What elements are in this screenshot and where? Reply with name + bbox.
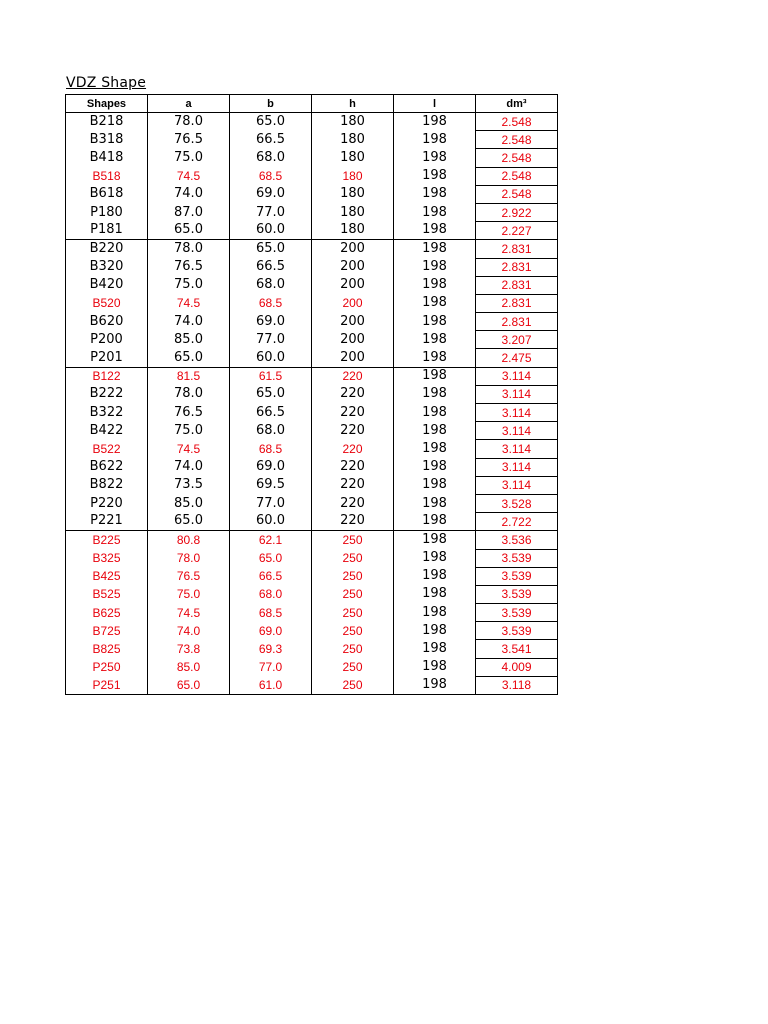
cell-b: 66.5 <box>230 131 312 149</box>
cell-h: 200 <box>312 313 394 331</box>
cell-b: 60.0 <box>230 349 312 367</box>
table-row <box>66 313 558 331</box>
table-row <box>66 440 558 458</box>
cell-h: 250 <box>312 622 394 640</box>
cell-a: 74.0 <box>148 458 230 476</box>
table-row <box>66 585 558 603</box>
cell-shape: B725 <box>66 622 148 640</box>
cell-a: 65.0 <box>148 676 230 694</box>
cell-shape: B422 <box>66 422 148 440</box>
cell-a: 74.0 <box>148 622 230 640</box>
cell-b: 77.0 <box>230 203 312 221</box>
header-row <box>66 95 558 113</box>
vdz-shape-table <box>65 94 558 695</box>
cell-a: 73.8 <box>148 640 230 658</box>
cell-h: 180 <box>312 149 394 167</box>
cell-b: 68.0 <box>230 585 312 603</box>
cell-dm3: 3.536 <box>476 531 558 549</box>
cell-a: 74.5 <box>148 440 230 458</box>
cell-a: 75.0 <box>148 149 230 167</box>
cell-shape: B620 <box>66 313 148 331</box>
cell-dm3: 3.539 <box>476 604 558 622</box>
cell-a: 73.5 <box>148 476 230 494</box>
cell-h: 220 <box>312 458 394 476</box>
cell-l: 198 <box>394 367 476 385</box>
cell-b: 66.5 <box>230 258 312 276</box>
cell-b: 68.0 <box>230 422 312 440</box>
cell-dm3: 3.539 <box>476 549 558 567</box>
cell-h: 220 <box>312 422 394 440</box>
cell-shape: B522 <box>66 440 148 458</box>
table-row <box>66 349 558 367</box>
cell-dm3: 3.114 <box>476 476 558 494</box>
cell-dm3: 2.548 <box>476 185 558 203</box>
cell-shape: P201 <box>66 349 148 367</box>
cell-a: 76.5 <box>148 258 230 276</box>
table-row <box>66 658 558 676</box>
cell-dm3: 3.541 <box>476 640 558 658</box>
table-row <box>66 404 558 422</box>
cell-h: 200 <box>312 349 394 367</box>
cell-b: 60.0 <box>230 222 312 240</box>
cell-shape: B425 <box>66 567 148 585</box>
cell-l: 198 <box>394 440 476 458</box>
cell-dm3: 4.009 <box>476 658 558 676</box>
cell-l: 198 <box>394 531 476 549</box>
cell-a: 76.5 <box>148 404 230 422</box>
cell-dm3: 2.722 <box>476 513 558 531</box>
sheet-title: VDZ Shape <box>66 75 147 91</box>
table-row <box>66 331 558 349</box>
cell-dm3: 2.548 <box>476 167 558 185</box>
table-row <box>66 622 558 640</box>
cell-l: 198 <box>394 331 476 349</box>
cell-l: 198 <box>394 404 476 422</box>
table-row <box>66 494 558 512</box>
table-body <box>66 113 558 695</box>
cell-dm3: 3.539 <box>476 622 558 640</box>
cell-dm3: 3.539 <box>476 585 558 603</box>
cell-dm3: 3.118 <box>476 676 558 694</box>
cell-a: 78.0 <box>148 549 230 567</box>
cell-b: 69.3 <box>230 640 312 658</box>
cell-shape: B625 <box>66 604 148 622</box>
cell-b: 62.1 <box>230 531 312 549</box>
cell-h: 180 <box>312 203 394 221</box>
cell-dm3: 3.114 <box>476 458 558 476</box>
cell-l: 198 <box>394 203 476 221</box>
cell-b: 68.0 <box>230 149 312 167</box>
table-row <box>66 513 558 531</box>
cell-l: 198 <box>394 458 476 476</box>
table-row <box>66 676 558 694</box>
cell-shape: B418 <box>66 149 148 167</box>
cell-l: 198 <box>394 476 476 494</box>
cell-l: 198 <box>394 349 476 367</box>
cell-a: 78.0 <box>148 240 230 258</box>
cell-h: 250 <box>312 676 394 694</box>
table-row <box>66 640 558 658</box>
cell-b: 69.0 <box>230 622 312 640</box>
cell-dm3: 2.831 <box>476 276 558 294</box>
header-b: b <box>230 95 312 113</box>
table-row <box>66 458 558 476</box>
cell-a: 75.0 <box>148 422 230 440</box>
cell-b: 68.5 <box>230 294 312 312</box>
cell-l: 198 <box>394 240 476 258</box>
cell-b: 65.0 <box>230 240 312 258</box>
cell-b: 69.5 <box>230 476 312 494</box>
table-row <box>66 149 558 167</box>
cell-b: 66.5 <box>230 404 312 422</box>
cell-h: 180 <box>312 113 394 131</box>
cell-l: 198 <box>394 149 476 167</box>
table-row <box>66 222 558 240</box>
table-row <box>66 258 558 276</box>
cell-b: 65.0 <box>230 113 312 131</box>
cell-a: 76.5 <box>148 567 230 585</box>
cell-h: 220 <box>312 494 394 512</box>
cell-h: 200 <box>312 294 394 312</box>
cell-shape: P180 <box>66 203 148 221</box>
cell-dm3: 2.548 <box>476 131 558 149</box>
cell-a: 74.5 <box>148 604 230 622</box>
table-row <box>66 203 558 221</box>
cell-dm3: 3.539 <box>476 567 558 585</box>
cell-l: 198 <box>394 676 476 694</box>
cell-h: 250 <box>312 531 394 549</box>
cell-shape: B420 <box>66 276 148 294</box>
cell-l: 198 <box>394 494 476 512</box>
cell-dm3: 2.227 <box>476 222 558 240</box>
cell-l: 198 <box>394 640 476 658</box>
cell-b: 61.0 <box>230 676 312 694</box>
cell-l: 198 <box>394 513 476 531</box>
cell-b: 65.0 <box>230 385 312 403</box>
cell-shape: B518 <box>66 167 148 185</box>
cell-l: 198 <box>394 222 476 240</box>
cell-h: 250 <box>312 604 394 622</box>
cell-b: 66.5 <box>230 567 312 585</box>
cell-h: 250 <box>312 585 394 603</box>
cell-dm3: 2.475 <box>476 349 558 367</box>
cell-b: 69.0 <box>230 458 312 476</box>
table-row <box>66 567 558 585</box>
cell-l: 198 <box>394 549 476 567</box>
cell-dm3: 3.207 <box>476 331 558 349</box>
cell-a: 78.0 <box>148 385 230 403</box>
cell-h: 200 <box>312 258 394 276</box>
cell-h: 220 <box>312 385 394 403</box>
cell-dm3: 2.548 <box>476 113 558 131</box>
cell-b: 65.0 <box>230 549 312 567</box>
cell-h: 250 <box>312 549 394 567</box>
cell-dm3: 3.114 <box>476 404 558 422</box>
cell-l: 198 <box>394 258 476 276</box>
cell-dm3: 3.528 <box>476 494 558 512</box>
table-row <box>66 167 558 185</box>
cell-a: 75.0 <box>148 585 230 603</box>
cell-shape: P221 <box>66 513 148 531</box>
cell-b: 68.5 <box>230 604 312 622</box>
cell-a: 65.0 <box>148 222 230 240</box>
table-row <box>66 113 558 131</box>
cell-l: 198 <box>394 113 476 131</box>
cell-a: 85.0 <box>148 331 230 349</box>
cell-l: 198 <box>394 622 476 640</box>
cell-h: 200 <box>312 240 394 258</box>
cell-shape: B520 <box>66 294 148 312</box>
cell-dm3: 2.922 <box>476 203 558 221</box>
cell-b: 68.5 <box>230 167 312 185</box>
cell-a: 81.5 <box>148 367 230 385</box>
cell-shape: B225 <box>66 531 148 549</box>
cell-a: 76.5 <box>148 131 230 149</box>
table-row <box>66 131 558 149</box>
cell-b: 68.0 <box>230 276 312 294</box>
cell-h: 220 <box>312 404 394 422</box>
cell-l: 198 <box>394 131 476 149</box>
table-row <box>66 240 558 258</box>
cell-l: 198 <box>394 167 476 185</box>
cell-shape: B122 <box>66 367 148 385</box>
table-row <box>66 367 558 385</box>
cell-l: 198 <box>394 313 476 331</box>
cell-b: 69.0 <box>230 313 312 331</box>
cell-dm3: 2.548 <box>476 149 558 167</box>
cell-shape: B525 <box>66 585 148 603</box>
cell-h: 180 <box>312 185 394 203</box>
cell-b: 77.0 <box>230 494 312 512</box>
table-row <box>66 604 558 622</box>
cell-dm3: 3.114 <box>476 385 558 403</box>
cell-b: 77.0 <box>230 658 312 676</box>
cell-dm3: 2.831 <box>476 313 558 331</box>
cell-a: 74.0 <box>148 313 230 331</box>
cell-a: 74.0 <box>148 185 230 203</box>
cell-a: 78.0 <box>148 113 230 131</box>
cell-h: 220 <box>312 367 394 385</box>
cell-shape: P200 <box>66 331 148 349</box>
cell-l: 198 <box>394 567 476 585</box>
table-row <box>66 531 558 549</box>
cell-h: 180 <box>312 167 394 185</box>
table-row <box>66 549 558 567</box>
cell-h: 200 <box>312 276 394 294</box>
cell-b: 69.0 <box>230 185 312 203</box>
cell-l: 198 <box>394 276 476 294</box>
cell-shape: B325 <box>66 549 148 567</box>
cell-a: 74.5 <box>148 167 230 185</box>
cell-shape: B222 <box>66 385 148 403</box>
table-row <box>66 385 558 403</box>
cell-dm3: 3.114 <box>476 367 558 385</box>
cell-l: 198 <box>394 422 476 440</box>
cell-shape: P250 <box>66 658 148 676</box>
cell-shape: B218 <box>66 113 148 131</box>
cell-dm3: 2.831 <box>476 240 558 258</box>
cell-a: 65.0 <box>148 349 230 367</box>
header-dm3: dm³ <box>476 95 558 113</box>
cell-dm3: 3.114 <box>476 440 558 458</box>
cell-l: 198 <box>394 385 476 403</box>
cell-shape: P220 <box>66 494 148 512</box>
cell-dm3: 2.831 <box>476 294 558 312</box>
cell-shape: P181 <box>66 222 148 240</box>
cell-a: 80.8 <box>148 531 230 549</box>
table-row <box>66 185 558 203</box>
cell-h: 250 <box>312 567 394 585</box>
cell-h: 200 <box>312 331 394 349</box>
cell-shape: B825 <box>66 640 148 658</box>
cell-h: 180 <box>312 222 394 240</box>
cell-shape: B822 <box>66 476 148 494</box>
cell-a: 74.5 <box>148 294 230 312</box>
table-row <box>66 476 558 494</box>
cell-shape: B622 <box>66 458 148 476</box>
cell-shape: B220 <box>66 240 148 258</box>
cell-l: 198 <box>394 185 476 203</box>
header-l: l <box>394 95 476 113</box>
cell-h: 220 <box>312 440 394 458</box>
cell-b: 61.5 <box>230 367 312 385</box>
cell-h: 250 <box>312 658 394 676</box>
table-row <box>66 294 558 312</box>
header-a: a <box>148 95 230 113</box>
cell-shape: B322 <box>66 404 148 422</box>
cell-l: 198 <box>394 604 476 622</box>
header-shapes: Shapes <box>66 95 148 113</box>
cell-a: 85.0 <box>148 494 230 512</box>
cell-shape: B318 <box>66 131 148 149</box>
cell-l: 198 <box>394 585 476 603</box>
cell-b: 77.0 <box>230 331 312 349</box>
table-row <box>66 422 558 440</box>
cell-a: 85.0 <box>148 658 230 676</box>
cell-h: 220 <box>312 476 394 494</box>
cell-h: 220 <box>312 513 394 531</box>
cell-shape: P251 <box>66 676 148 694</box>
cell-shape: B320 <box>66 258 148 276</box>
cell-b: 60.0 <box>230 513 312 531</box>
cell-b: 68.5 <box>230 440 312 458</box>
header-h: h <box>312 95 394 113</box>
cell-l: 198 <box>394 294 476 312</box>
table-row <box>66 276 558 294</box>
cell-a: 65.0 <box>148 513 230 531</box>
cell-l: 198 <box>394 658 476 676</box>
cell-a: 75.0 <box>148 276 230 294</box>
cell-h: 180 <box>312 131 394 149</box>
cell-dm3: 3.114 <box>476 422 558 440</box>
cell-h: 250 <box>312 640 394 658</box>
cell-shape: B618 <box>66 185 148 203</box>
cell-a: 87.0 <box>148 203 230 221</box>
cell-dm3: 2.831 <box>476 258 558 276</box>
